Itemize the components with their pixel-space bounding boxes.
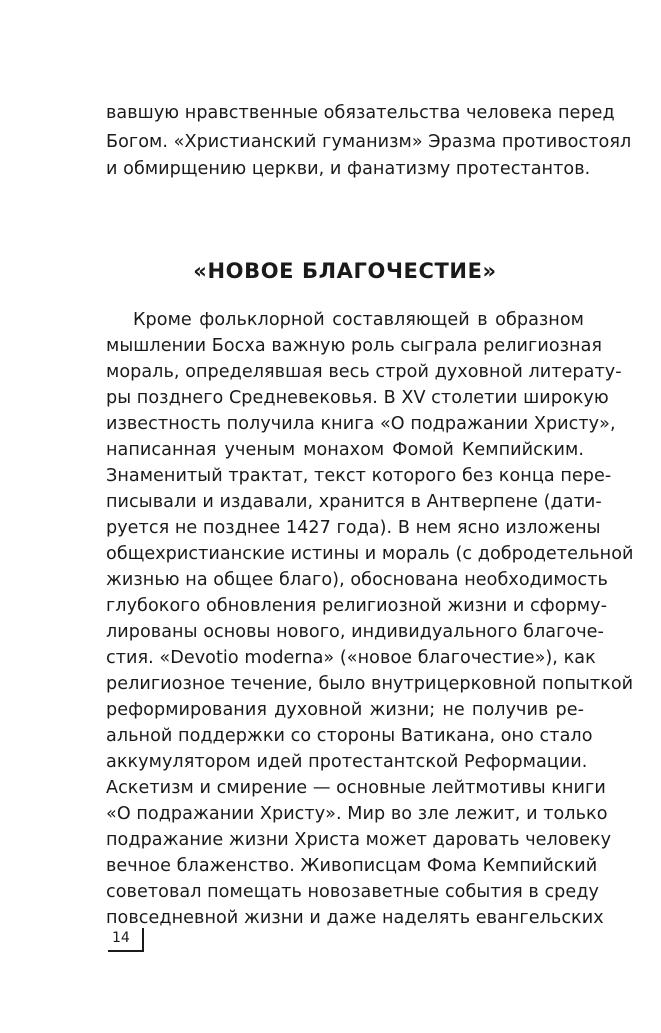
text-line: подражание жизни Христа может даровать человеку bbox=[106, 830, 612, 850]
text-line: альной поддержки со стороны Ватикана, оно стало bbox=[106, 726, 593, 746]
text-line: Знаменитый трактат, текст которого без конца пере- bbox=[106, 466, 612, 486]
text-line: глубокого обновления религиозной жизни и сформу- bbox=[106, 596, 607, 616]
text-line: «О подражании Христу». Мир во зле лежит, и только bbox=[106, 804, 608, 824]
text-line: стия. «Devotio moderna» («новое благочестие»), как bbox=[106, 648, 596, 668]
text-line: написанная ученым монахом Фомой Кемпийским. bbox=[106, 440, 584, 460]
text-line: лированы основы нового, индивидуального благоче- bbox=[106, 622, 604, 642]
page-number-box bbox=[108, 928, 144, 952]
text-line: руется не позднее 1427 года). В нем ясно изложены bbox=[106, 518, 601, 538]
section-heading: «НОВОЕ БЛАГОЧЕСТИЕ» bbox=[193, 259, 497, 283]
text-line: общехристианские истины и мораль (с добродетельной bbox=[106, 544, 634, 564]
text-line: Кроме фольклорной составляющей в образном bbox=[133, 310, 584, 330]
text-line: вавшую нравственные обязательства человека перед bbox=[106, 103, 615, 123]
text-line: аккумулятором идей протестантской Реформации. bbox=[106, 752, 588, 772]
text-line: писывали и издавали, хранится в Антверпене (дати- bbox=[106, 492, 602, 512]
text-line: жизнью на общее благо), обоснована необходимость bbox=[106, 570, 608, 590]
text-line: Аскетизм и смирение — основные лейтмотивы книги bbox=[106, 778, 606, 798]
page-number: 14 bbox=[112, 930, 130, 946]
text-line: мораль, определявшая весь строй духовной литерату- bbox=[106, 362, 622, 382]
text-line: реформирования духовной жизни; не получив ре- bbox=[106, 700, 584, 720]
text-line: мышлении Босха важную роль сыграла религиозная bbox=[106, 336, 603, 356]
text-line: вечное блаженство. Живописцам Фома Кемпийский bbox=[106, 856, 598, 876]
text-line: и обмирщению церкви, и фанатизму протестантов. bbox=[106, 159, 591, 179]
text-line: повседневной жизни и даже наделять евангельских bbox=[106, 908, 604, 928]
text-line: религиозное течение, было внутрицерковной попыткой bbox=[106, 674, 634, 694]
text-line: известность получила книга «О подражании Христу», bbox=[106, 414, 616, 434]
text-line: советовал помещать новозаветные события в среду bbox=[106, 882, 599, 902]
text-line: ры позднего Средневековья. В XV столетии широкую bbox=[106, 388, 609, 408]
text-line: Богом. «Христианский гуманизм» Эразма противостоял bbox=[106, 132, 632, 152]
